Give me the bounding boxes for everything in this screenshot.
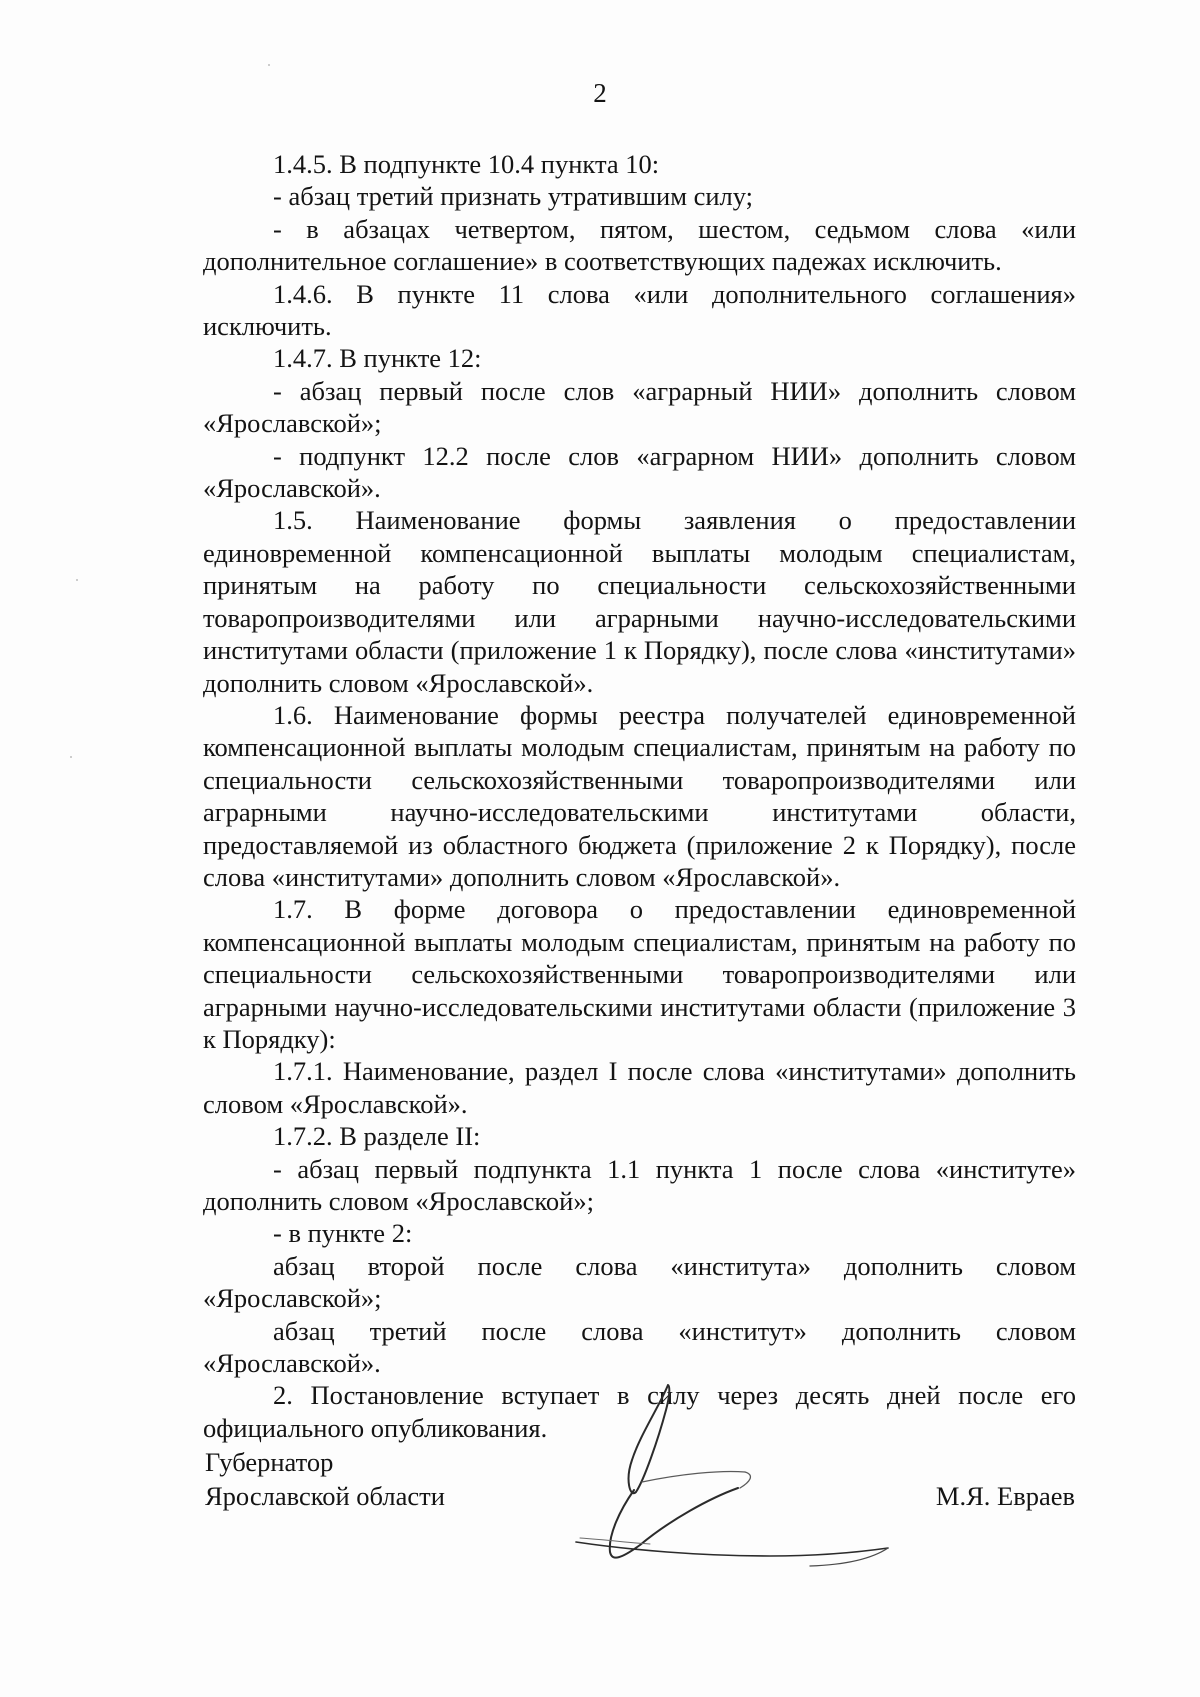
paragraph-1-5: 1.5. Наименование формы заявления о предоставлении единовременной компенсационной выплаты молодым специалистам, принятым на работу по специальности сельскохозяйственными товаропроизводителями или аграрными научно-исследовательскими институтами области (приложение 1 к Порядку), после слова «институтами» дополнить словом «Ярославской». (203, 505, 1076, 698)
paragraph-item: - абзац первый подпункта 1.1 пункта 1 после слова «институте» дополнить словом «Ярославской»; (203, 1153, 1076, 1216)
signer-name: М.Я. Евраев (935, 1481, 1075, 1511)
paragraph-1-4-5: 1.4.5. В подпункте 10.4 пункта 10: (273, 149, 660, 179)
scan-artifact (268, 64, 270, 66)
paragraph-item: абзац второй после слова «института» дополнить словом «Ярославской»; (203, 1250, 1076, 1314)
paragraph-item: - в пункте 2: (273, 1218, 413, 1249)
handwritten-signature (570, 1380, 930, 1570)
paragraph-item: - в абзацах четвертом, пятом, шестом, седьмом слова «или дополнительное соглашение» в соответствующих падежах исключить. (203, 213, 1076, 277)
signer-position-line-2: Ярославской области (205, 1481, 445, 1511)
paragraph-item: - подпункт 12.2 после слов «аграрном НИИ» дополнить словом «Ярославской». (203, 440, 1076, 504)
scan-artifact (76, 579, 78, 581)
paragraph-1-4-7: 1.4.7. В пункте 12: (273, 343, 482, 374)
scan-artifact (70, 756, 72, 758)
page-number: 2 (593, 78, 607, 108)
paragraph-1-6: 1.6. Наименование формы реестра получателей единовременной компенсационной выплаты молодым специалистам, принятым на работу по специальности сельскохозяйственными товаропроизводителями или аграрными научно-исследовательскими институтами области, предоставляемой из областного бюджета (приложение 2 к Порядку), после слова «институтами» дополнить словом «Ярославской». (203, 699, 1076, 892)
paragraph-1-7-1: 1.7.1. Наименование, раздел I после слова «институтами» дополнить словом «Ярославской». (203, 1056, 1076, 1119)
paragraph-item: - абзац третий признать утратившим силу; (273, 181, 754, 212)
paragraph-1-4-6: 1.4.6. В пункте 11 слова «или дополнительного соглашения» исключить. (203, 278, 1076, 342)
signer-position-line-1: Губернатор (205, 1447, 334, 1477)
paragraph-1-7: 1.7. В форме договора о предоставлении единовременной компенсационной выплаты молодым специалистам, принятым на работу по специальности сельскохозяйственными товаропроизводителями или аграрными научно-исследовательскими институтами области (приложение 3 к Порядку): (203, 894, 1076, 1054)
paragraph-1-7-2: 1.7.2. В разделе II: (273, 1121, 481, 1152)
paragraph-2: 2. Постановление вступает в силу через десять дней после его официального опубликования. (203, 1380, 1076, 1443)
paragraph-item: абзац третий после слова «институт» дополнить словом «Ярославской». (203, 1315, 1076, 1379)
document-body (203, 148, 1076, 1444)
paragraph-item: - абзац первый после слов «аграрный НИИ» дополнить словом «Ярославской»; (203, 375, 1076, 439)
signer-position (205, 1445, 445, 1513)
